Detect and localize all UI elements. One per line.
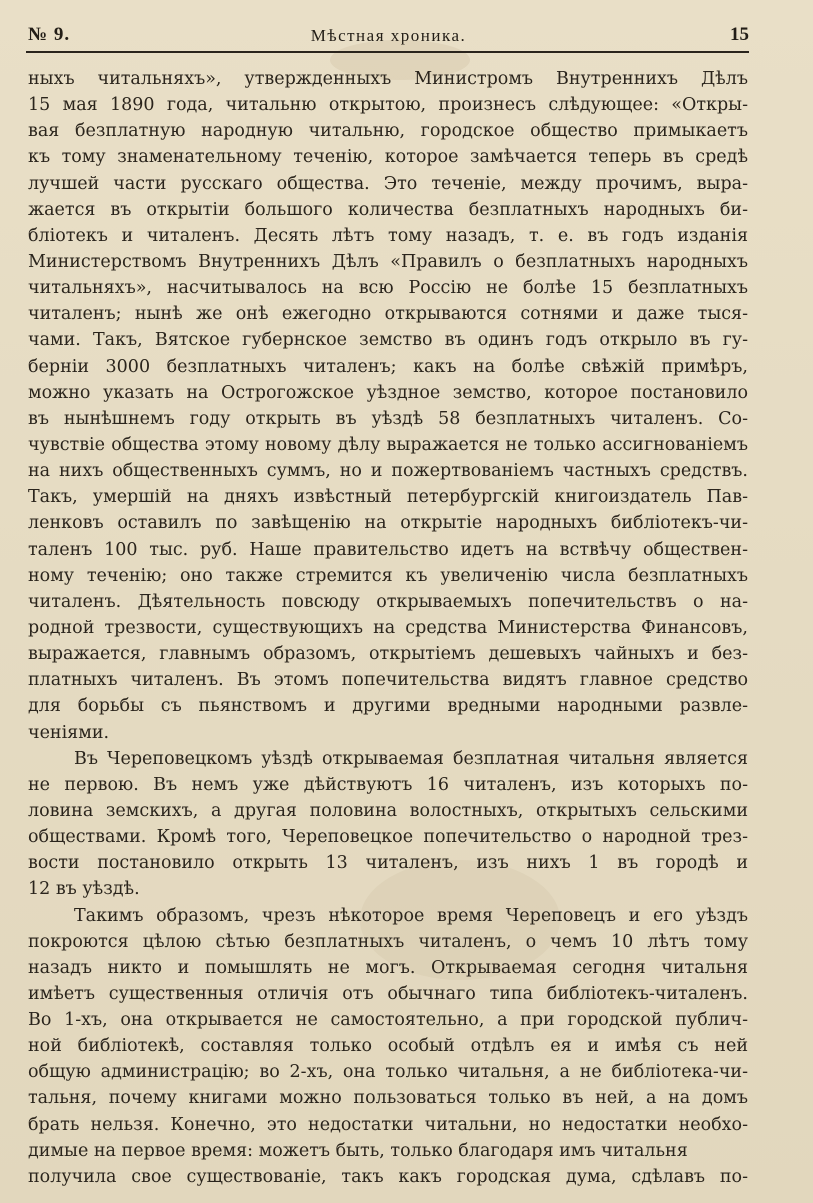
text-line: въ нынѣшнемъ году открыть въ уѣздѣ 58 безплатныхъ читаленъ. Со- [28,408,748,429]
text-line: Такимъ образомъ, чрезъ нѣкоторое время Череповецъ и его уѣздъ [74,905,748,926]
text-line: имѣетъ существенныя отличія отъ обычнаго типа библіотекъ-читаленъ. [28,983,748,1004]
text-line: покроются цѣлою сѣтью безплатныхъ читаленъ, о чемъ 10 лѣтъ тому [28,931,748,952]
text-line: платныхъ читаленъ. Въ этомъ попечительства видятъ главное средство [28,670,748,691]
text-line: къ тому знаменательному теченію, которое замѣчается теперь въ средѣ [28,147,748,168]
issue-number: № 9. [28,24,71,45]
text-line: читальняхъ», насчитывалось на всю Россію не болѣе 15 безплатныхъ [28,278,748,299]
text-line: получила свое существованіе, такъ какъ городская дума, сдѣлавъ по- [28,1166,748,1187]
text-line: ленковъ оставилъ по завѣщенію на открытіе народныхъ библіотекъ-чи- [28,513,748,534]
text-line: берніи 3000 безплатныхъ читаленъ; какъ на болѣе свѣжій примѣръ, [28,356,748,377]
text-line: ныхъ читальняхъ», утвержденныхъ Министромъ Внутреннихъ Дѣлъ [28,69,748,89]
text-line: вости постановило открыть 13 читаленъ, изъ нихъ 1 въ городѣ и [28,853,748,874]
text-line: Во 1-хъ, она открывается не самостоятельно, а при городской публич- [28,1010,748,1031]
text-line: 15 мая 1890 года, читальню открытою, произнесъ слѣдующее: «Откры- [28,95,748,116]
text-line: ному теченію; оно также стремится къ увеличенію числа безплатныхъ [28,565,748,586]
text-line: ной библіотекѣ, составляя только особый отдѣлъ ея и имѣя съ ней [28,1036,748,1057]
text-line: Министерствомъ Внутреннихъ Дѣлъ «Правилъ о безплатныхъ народныхъ [28,251,748,272]
page-number: 15 [730,24,749,45]
text-line: ченіями. [28,722,110,743]
text-line: вая безплатную народную читальню, городское общество примыкаетъ [28,121,748,142]
text-line: для борьбы съ пьянствомъ и другими вредными народными развле- [28,696,748,717]
text-line: не первою. Въ немъ уже дѣйствуютъ 16 читаленъ, изъ которыхъ по- [28,774,748,795]
text-line: назадъ никто и помышлять не могъ. Открываемая сегодня читальня [28,957,748,978]
section-title: Мѣстная хроника. [310,26,467,45]
text-line: на нихъ общественныхъ суммъ, но и пожертвованіемъ частныхъ средствъ. [28,461,748,482]
text-line: таленъ 100 тыс. руб. Наше правительство идетъ на вствѣчу обществен- [28,539,748,560]
text-line: выражается, главнымъ образомъ, открытіемъ дешевыхъ чайныхъ и без- [28,644,748,665]
text-line: брать нельзя. Конечно, это недостатки читальни, но недостатки необхо- [28,1114,748,1135]
text-line: обществами. Кромѣ того, Череповецкое попечительство о народной трез- [28,827,748,848]
text-line: чувствіе общества этому новому дѣлу выражается не только ассигнованіемъ [28,434,748,455]
text-line: лучшей части русскаго общества. Это теченіе, между прочимъ, выра- [28,173,748,194]
text-line: читаленъ. Дѣятельность повсюду открываемыхъ попечительствъ о на- [28,591,748,612]
text-line: жается въ открытіи большого количества безплатныхъ народныхъ би- [28,199,748,220]
text-line: можно указать на Острогожское уѣздное земство, которое постановило [28,382,748,403]
text-line: читаленъ; нынѣ же онѣ ежегодно открываются сотнями и даже тыся- [28,304,748,325]
running-header [28,24,749,50]
text-line: родной трезвости, существующихъ на средства Министерства Финансовъ, [28,617,748,638]
text-line: ловина земскихъ, а другая половина волостныхъ, открытыхъ сельскими [28,800,748,821]
header-rule [26,51,749,53]
text-line: Въ Череповецкомъ уѣздѣ открываемая безплатная читальня является [74,748,748,769]
text-line: Такъ, умершій на дняхъ извѣстный петербургскій книгоиздатель Пав- [28,487,748,508]
text-line: тальня, почему книгами можно пользоваться только въ ней, а на домъ [28,1088,748,1109]
text-line: димые на первое время: можетъ быть, только благодаря имъ читальня [28,1140,688,1161]
text-line: 12 въ уѣздѣ. [28,879,140,900]
text-line: бліотекъ и читаленъ. Десять лѣтъ тому назадъ, т. е. въ годъ изданія [28,225,748,246]
body-text [28,66,748,1190]
text-line: чами. Такъ, Вятское губернское земство въ одинъ годъ открыло въ гу- [28,330,748,351]
text-line: общую администрацію; во 2-хъ, она только читальня, а не библіотека-чи- [28,1062,748,1083]
